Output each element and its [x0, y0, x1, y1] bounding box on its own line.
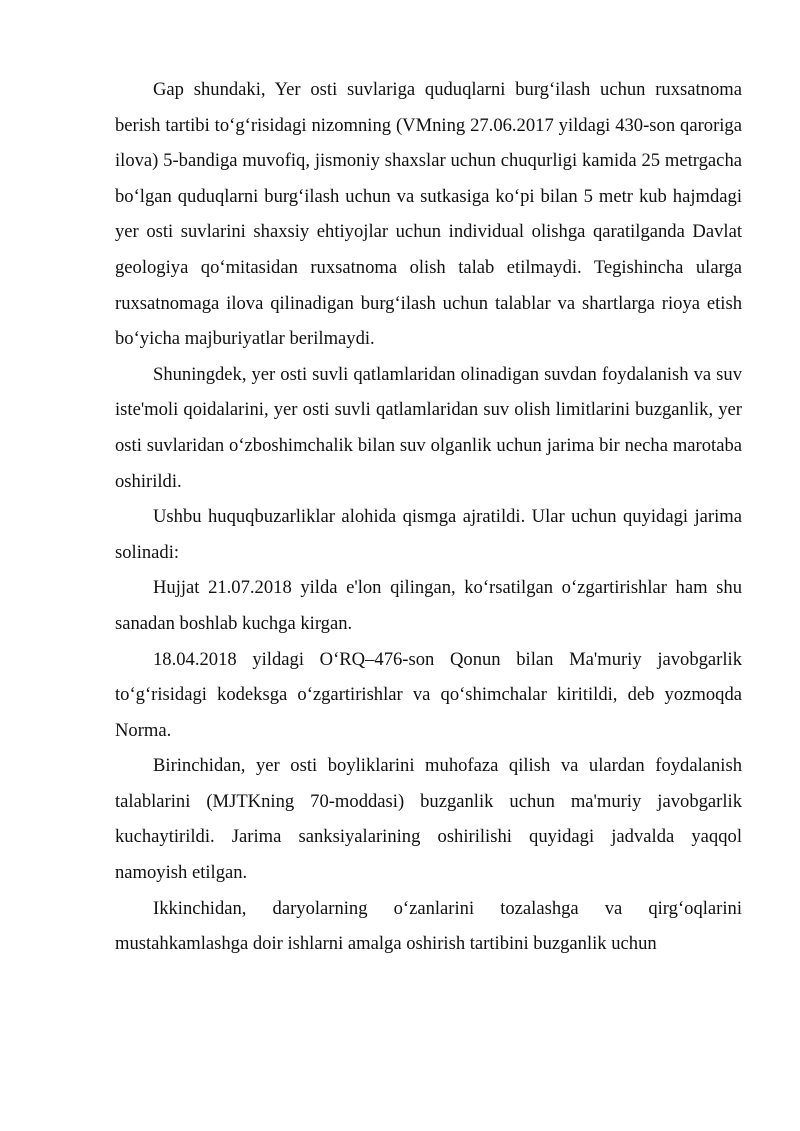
paragraph-first-point: Birinchidan, yer osti boyliklarini muhofaza qilish va ulardan foydalanish talablarini (MJTKning 70-moddasi) buzganlik uchun ma'muriy javobgarlik kuchaytirildi. Jarima sanksiyalarining oshirilishi quyidagi jadvalda yaqqol namoyish etilgan.	[115, 755, 742, 884]
paragraph-fines-increased: Shuningdek, yer osti suvli qatlamlaridan olinadigan suvdan foydalanish va suv iste'moli qoidalarini, yer osti suvli qatlamlaridan suv olish limitlarini buzganlik, yer osti suvlaridan o‘zboshimchalik bilan suv olganlik uchun jarima bir necha marotaba oshirildi.	[115, 363, 742, 492]
document-page	[115, 72, 742, 962]
paragraph-separate-part: Ushbu huquqbuzarliklar alohida qismga ajratildi. Ular uchun quyidagi jarima solinadi:	[115, 506, 742, 563]
paragraph-publication-date: Hujjat 21.07.2018 yilda e'lon qilingan, ko‘rsatilgan o‘zgartirishlar ham shu sanadan boshlab kuchga kirgan.	[115, 577, 742, 634]
paragraph-groundwater-permit: Gap shundaki, Yer osti suvlariga quduqlarni burg‘ilash uchun ruxsatnoma berish tartibi to‘g‘risidagi nizomning (VMning 27.06.2017 yildagi 430-son qaroriga ilova) 5-bandiga muvofiq, jismoniy shaxslar uchun chuqurligi kamida 25 metrgacha bo‘lgan quduqlarni burg‘ilash uchun va sutkasiga ko‘pi bilan 5 metr kub hajmdagi yer osti suvlarini shaxsiy ehtiyojlar uchun individual olishga qaratilganda Davlat geologiya qo‘mitasidan ruxsatnoma olish talab etilmaydi. Tegishincha ularga ruxsatnomaga ilova qilinadigan burg‘ilash uchun talablar va shartlarga rioya etish bo‘yicha majburiyatlar berilmaydi.	[115, 79, 742, 350]
paragraph-second-point: Ikkinchidan, daryolarning o‘zanlarini tozalashga va qirg‘oqlarini mustahkamlashga doir ishlarni amalga oshirish tartibini buzganlik uchun	[115, 897, 742, 955]
paragraph-law-amendments: 18.04.2018 yildagi O‘RQ–476-son Qonun bilan Ma'muriy javobgarlik to‘g‘risidagi kodeksga o‘zgartirishlar va qo‘shimchalar kiritildi, deb yozmoqda Norma.	[115, 648, 742, 741]
